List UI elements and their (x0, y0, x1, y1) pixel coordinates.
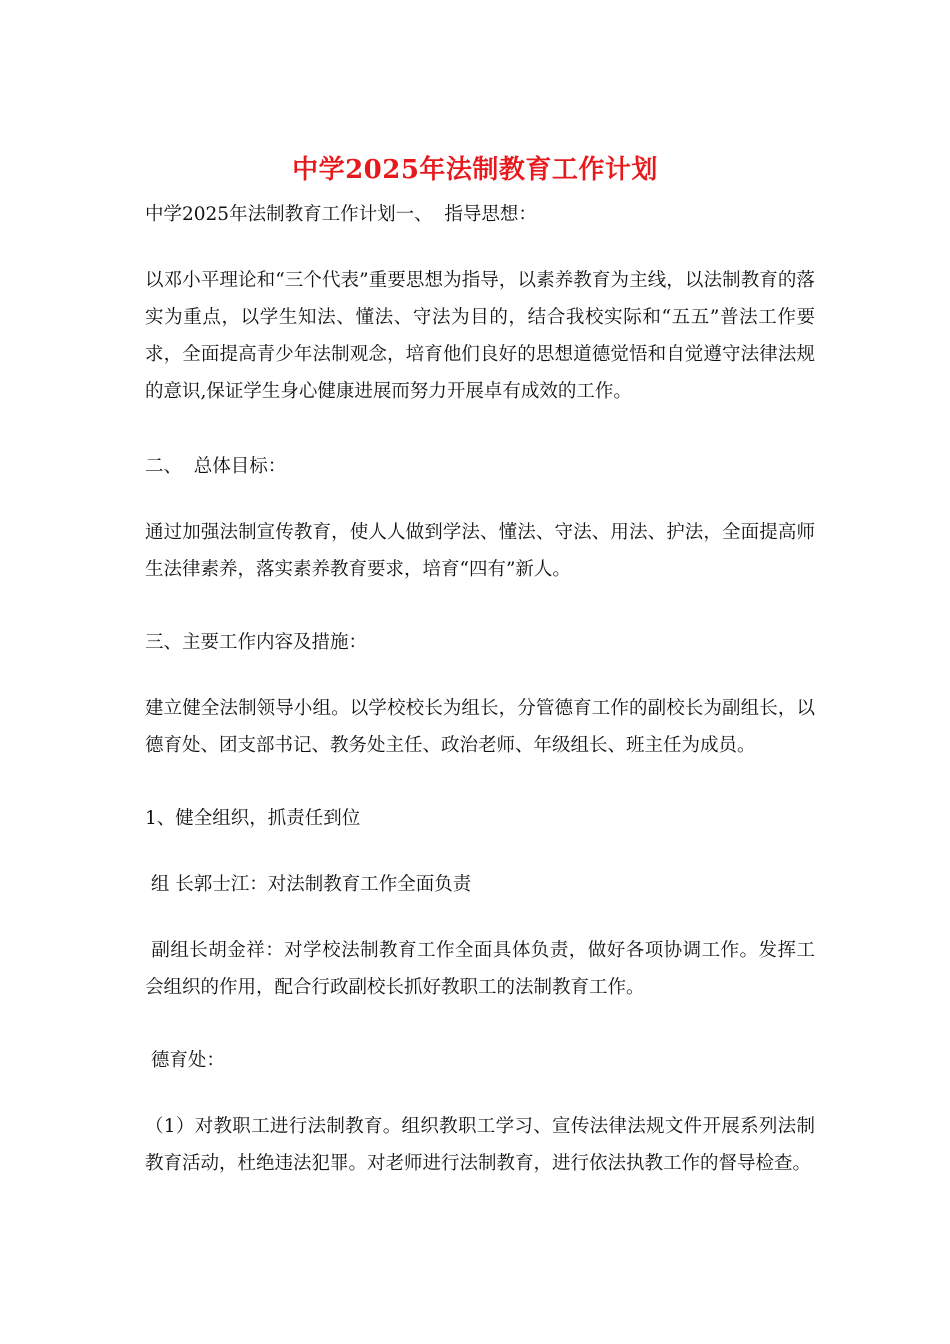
paragraph-intro-heading: 中学2025年法制教育工作计划一、 指导思想： (145, 204, 537, 225)
paragraph-group-leader: 组 长郭士江：对法制教育工作全面负责 (145, 874, 472, 895)
paragraph-section-two-heading: 二、 总体目标： (145, 456, 287, 477)
paragraph-moral-education-office: 德育处： (145, 1050, 225, 1071)
paragraph-overall-goal: 通过加强法制宣传教育，使人人做到学法、懂法、守法、用法、护法，全面提高师生法律素养，落实素养教育要求，培育“四有”新人。 (145, 522, 815, 580)
paragraph-item-one-heading: 1、健全组织，抓责任到位 (145, 808, 361, 829)
paragraph-staff-legal-education: （1）对教职工进行法制教育。组织教职工学习、宣传法律法规文件开展系列法制教育活动，杜绝违法犯罪。对老师进行法制教育，进行依法执教工作的督导检查。 (145, 1116, 815, 1174)
paragraph-guiding-ideology: 以邓小平理论和“三个代表”重要思想为指导，以素养教育为主线，以法制教育的落实为重点，以学生知法、懂法、守法为目的，结合我校实际和“五五”普法工作要求，全面提高青少年法制观念，培育他们良好的思想道德觉悟和自觉遵守法律法规的意识,保证学生身心健康进展而努力开展卓有成效的工作。 (145, 270, 815, 402)
document-title: 中学2025年法制教育工作计划 (292, 155, 658, 185)
paragraph-deputy-leader: 副组长胡金祥：对学校法制教育工作全面具体负责，做好各项协调工作。发挥工会组织的作用，配合行政副校长抓好教职工的法制教育工作。 (145, 940, 815, 998)
paragraph-section-three-heading: 三、主要工作内容及措施： (145, 632, 368, 653)
paragraph-leadership-group: 建立健全法制领导小组。以学校校长为组长，分管德育工作的副校长为副组长，以德育处、团支部书记、教务处主任、政治老师、年级组长、班主任为成员。 (145, 698, 815, 756)
